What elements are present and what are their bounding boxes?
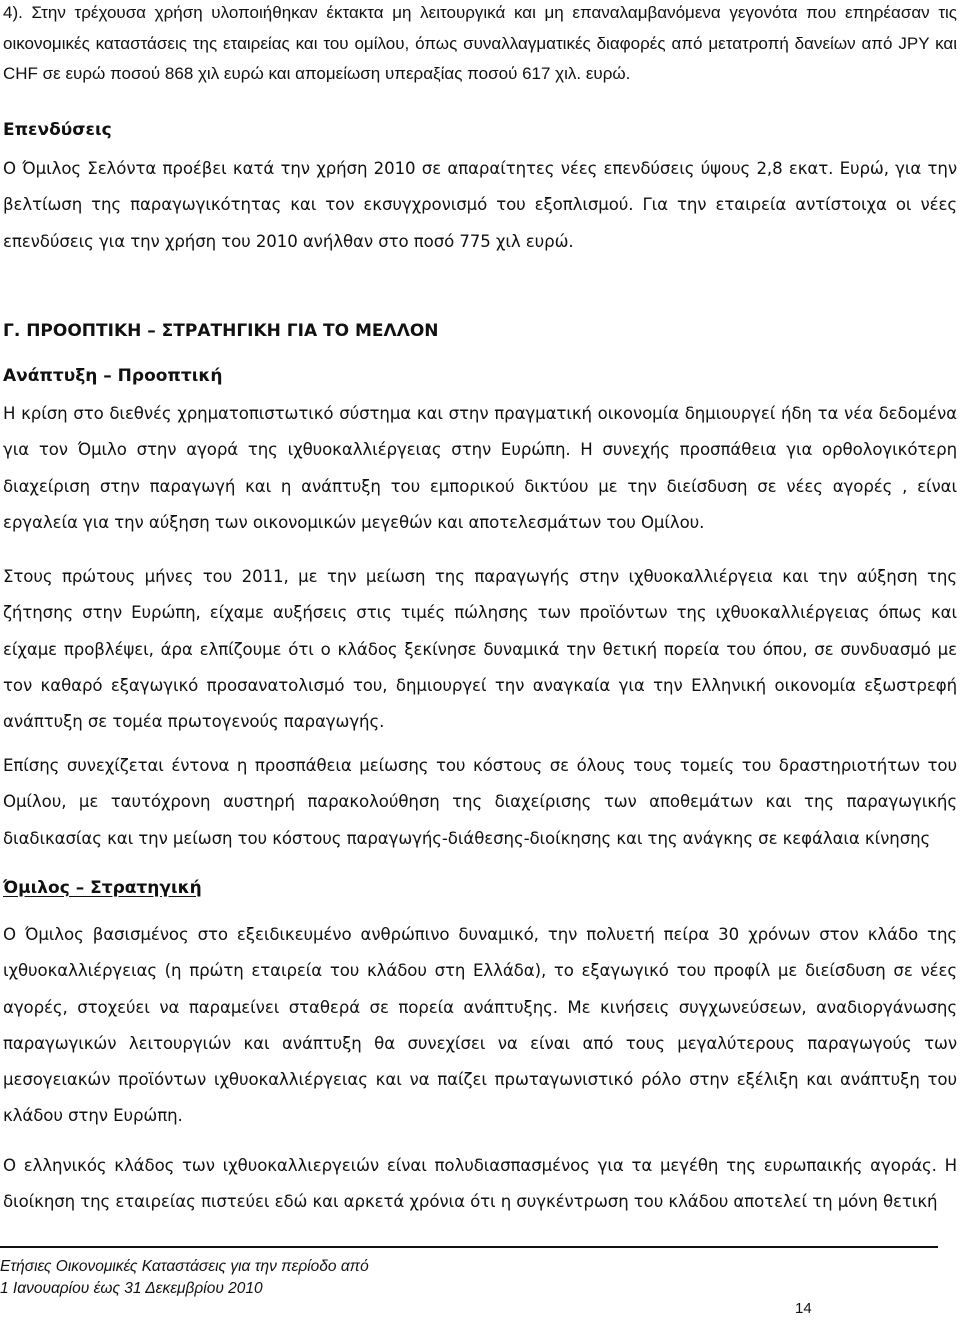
- footer-divider: [0, 1246, 938, 1248]
- section-heading: Γ. ΠΡΟΟΠΤΙΚΗ – ΣΤΡΑΤΗΓΙΚΗ ΓΙΑ ΤΟ ΜΕΛΛΟΝ: [3, 321, 439, 341]
- strategy-paragraph-1: Ο Όμιλος βασισμένος στο εξειδικευμένο ανθρώπινο δυναμικό, την πολυετή πείρα 30 χρόνων στον κλάδο της ιχθυοκαλλιέργειας (η πρώτη εταιρεία του κλάδου στη Ελλάδα), το εξαγωγικό του προφίλ με διείσδυση σε νέες αγορές, στοχεύει να παραμείνει σταθερά σε πορεία ανάπτυξης. Με κινήσεις συγχωνεύσεων, αναδιοργάνωσης παραγωγικών λειτουργιών και ανάπτυξη θα συνεχίσει να είναι από τους μεγαλύτερους παραγωγούς των μεσογειακών προϊόντων ιχθυοκαλλιέργειας και να παίζει πρωταγωνιστικό ρόλο στην εξέλιξη και ανάπτυξη του κλάδου στην Ευρώπη.: [3, 925, 957, 1126]
- development-heading: Ανάπτυξη – Προοπτική: [3, 366, 223, 386]
- footer-title-line-1: Ετήσιες Οικονομικές Καταστάσεις για την περίοδο από: [0, 1258, 369, 1275]
- development-paragraph-3: Επίσης συνεχίζεται έντονα η προσπάθεια μείωσης του κόστους σε όλους τους τομείς του δραστηριοτήτων του Ομίλου, με ταυτόχρονη αυστηρή παρακολούθηση της διαχείρισης των αποθεμάτων και της παραγωγικής διαδικασίας και την μείωση του κόστους παραγωγής-διάθεσης-διοίκησης και της ανάγκης σε κεφάλαια κίνησης: [3, 756, 957, 848]
- investments-paragraph: Ο Όμιλος Σελόντα προέβει κατά την χρήση 2010 σε απαραίτητες νέες επενδύσεις ύψους 2,8 εκατ. Ευρώ, για την βελτίωση της παραγωγικότητας και τον εκσυγχρονισμό του εξοπλισμού. Για την εταιρεία αντίστοιχα οι νέες επενδύσεις για την χρήση του 2010 ανήλθαν στο ποσό 775 χιλ ευρώ.: [3, 159, 957, 251]
- page-number: 14: [795, 1300, 812, 1317]
- strategy-paragraph-2: Ο ελληνικός κλάδος των ιχθυοκαλλιεργειών είναι πολυδιασπασμένος για τα μεγέθη της ευρωπαικής αγοράς. Η διοίκηση της εταιρείας πιστεύει εδώ και αρκετά χρόνια ότι η συγκέντρωση του κλάδου αποτελεί τη μόνη θετική: [3, 1156, 957, 1212]
- development-paragraph-1: Η κρίση στο διεθνές χρηματοπιστωτικό σύστημα και στην πραγματική οικονομία δημιουργεί ήδη τα νέα δεδομένα για τον Όμιλο στην αγορά της ιχθυοκαλλιέργειας στην Ευρώπη. Η συνεχής προσπάθεια για ορθολογικότερη διαχείριση στην παραγωγή και η ανάπτυξη του εμπορικού δικτύου με την διείσδυση σε νέες αγορές , είναι εργαλεία για την αύξηση των οικονομικών μεγεθών και αποτελεσμάτων του Ομίλου.: [3, 404, 957, 532]
- development-paragraph-2: Στους πρώτους μήνες του 2011, με την μείωση της παραγωγής στην ιχθυοκαλλιέργεια και την αύξηση της ζήτησης στην Ευρώπη, είχαμε αυξήσεις στις τιμές πώλησης των προϊόντων της ιχθυοκαλλιέργειας όπως και είχαμε προβλέψει, άρα ελπίζουμε ότι ο κλάδος ξεκίνησε δυναμικά την θετική πορεία του όπου, σε συνδυασμό με τον καθαρό εξαγωγικό προσανατολισμό του, δημιουργεί την αναγκαία για την Ελληνική οικονομία εξωστρεφή ανάπτυξη σε τομέα πρωτογενούς παραγωγής.: [3, 567, 957, 732]
- investments-heading: Επενδύσεις: [3, 120, 112, 140]
- footer-title-line-2: 1 Ιανουαρίου έως 31 Δεκεμβρίου 2010: [0, 1280, 263, 1297]
- intro-paragraph: 4). Στην τρέχουσα χρήση υλοποιήθηκαν έκτακτα μη λειτουργικά και μη επαναλαμβανόμενα γεγονότα που επηρέασαν τις οικονομικές καταστάσεις της εταιρείας και του ομίλου, όπως συναλλαγματικές διαφορές από μετατροπή δανείων από JPY και CHF σε ευρώ ποσού 868 χιλ ευρώ και απομείωση υπεραξίας ποσού 617 χιλ. ευρώ.: [3, 3, 957, 83]
- strategy-heading: Όμιλος – Στρατηγική: [3, 878, 202, 898]
